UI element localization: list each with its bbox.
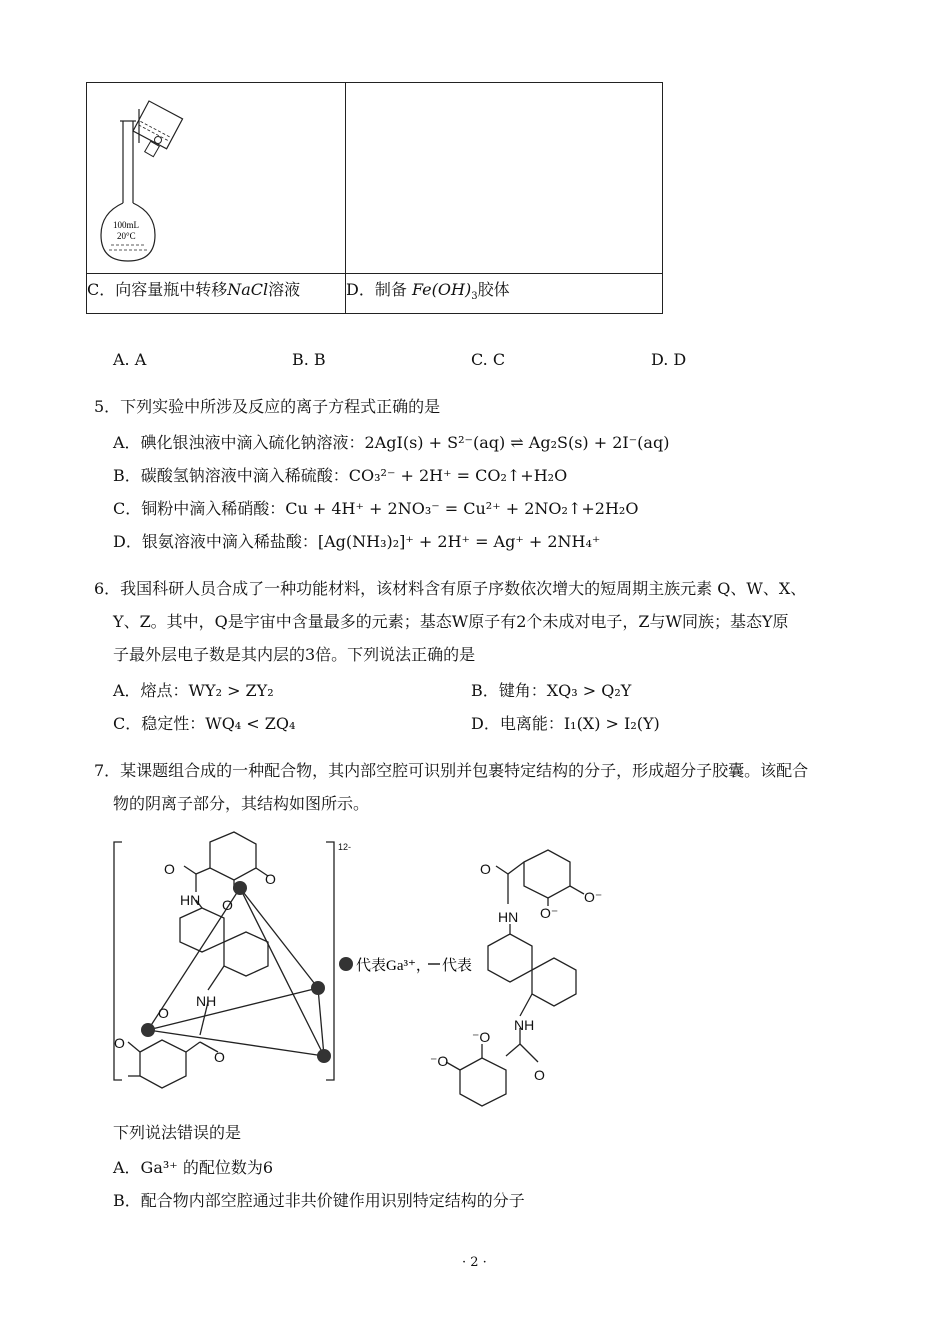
- q4-option-b[interactable]: B. B: [292, 350, 326, 369]
- q7-line-2: 物的阴离子部分，其结构如图所示。: [113, 794, 370, 813]
- ga-ion-icon: [317, 1049, 331, 1063]
- legend-line-text: 代表: [442, 958, 473, 974]
- atom-o: O: [222, 897, 233, 913]
- q7-option-b[interactable]: B．配合物内部空腔通过非共价键作用识别特定结构的分子: [113, 1191, 525, 1210]
- q6-line-1: 6．我国科研人员合成了一种功能材料，该材料含有原子序数依次增大的短周期主族元素 Q、W、X、: [94, 579, 807, 598]
- ga-ion-icon: [233, 881, 247, 895]
- q6-line-3: 子最外层电子数是其内层的3倍。下列说法正确的是: [113, 645, 476, 664]
- q7-line-1: 7．某课题组合成的一种配合物，其内部空腔可识别并包裹特定结构的分子，形成超分子胶囊。该配合: [94, 761, 809, 780]
- q5-option-d[interactable]: D．银氨溶液中滴入稀盐酸：[Ag(NH₃)₂]⁺ + 2H⁺ = Ag⁺ + 2NH₄⁺: [113, 532, 601, 551]
- page-number: · 2 ·: [462, 1255, 487, 1270]
- cell-d-prefix: D．制备: [346, 280, 407, 299]
- cell-c-prefix: C．向容量瓶中转移: [87, 280, 228, 299]
- atom-o-minus: O⁻: [540, 905, 559, 921]
- q6-option-d[interactable]: D．电离能：I₁(X) > I₂(Y): [471, 714, 660, 733]
- atom-hn: HN: [498, 909, 519, 925]
- q4-option-a[interactable]: A. A: [113, 350, 147, 369]
- cell-d-sub: 3: [471, 291, 478, 303]
- cell-c-suffix: 溶液: [268, 280, 301, 299]
- cell-d-suffix: 胶体: [477, 280, 510, 299]
- atom-o: O: [114, 1035, 125, 1051]
- ga-ion-icon: [311, 981, 325, 995]
- cell-c-formula: NaCl: [227, 280, 269, 299]
- q5-option-a[interactable]: A．碘化银浊液中滴入硫化钠溶液：2AgI(s) + S²⁻(aq) ⇌ Ag₂S(s) + 2I⁻(aq): [113, 433, 670, 452]
- ga-ion-icon: [141, 1023, 155, 1037]
- atom-o-minus: ⁻O: [430, 1053, 449, 1069]
- q5-option-b[interactable]: B．碳酸氢钠溶液中滴入稀硫酸：CO₃²⁻ + 2H⁺ = CO₂↑+H₂O: [113, 466, 568, 485]
- q6-option-c[interactable]: C．稳定性：WQ₄ < ZQ₄: [113, 714, 296, 733]
- legend-ball-text: 代表Ga³⁺，: [356, 958, 431, 974]
- q7-question: 下列说法错误的是: [113, 1123, 242, 1142]
- atom-o-minus: ⁻O: [472, 1029, 491, 1045]
- atom-o: O: [214, 1049, 225, 1065]
- legend-ball-icon: [339, 957, 353, 971]
- cell-c-figure: [87, 83, 346, 274]
- atom-o-minus: O⁻: [584, 889, 603, 905]
- q5-option-c[interactable]: C．铜粉中滴入稀硝酸：Cu + 4H⁺ + 2NO₃⁻ = Cu²⁺ + 2NO₂↑+2H₂O: [113, 499, 639, 518]
- atom-o: O: [158, 1005, 169, 1021]
- atom-nh: NH: [514, 1017, 535, 1033]
- q4-options-table: [86, 82, 663, 314]
- cell-d-formula: Fe(OH): [411, 280, 472, 299]
- q6-option-a[interactable]: A．熔点：WY₂ > ZY₂: [113, 681, 274, 700]
- cell-c-caption: [87, 274, 346, 314]
- q6-option-b[interactable]: B．键角：XQ₃ > Q₂Y: [471, 681, 632, 700]
- q7-option-a[interactable]: A．Ga³⁺ 的配位数为6: [113, 1158, 274, 1177]
- q5-stem: 5．下列实验中所涉及反应的离子方程式正确的是: [94, 397, 441, 416]
- flask-label-volume: 100mL: [113, 220, 139, 230]
- cell-d-figure: [346, 83, 663, 274]
- cell-d-caption: [346, 274, 663, 314]
- atom-hn: HN: [180, 892, 201, 908]
- atom-nh: NH: [196, 993, 217, 1009]
- atom-o: O: [534, 1067, 545, 1083]
- volumetric-flask-icon: [87, 83, 345, 269]
- q4-option-c[interactable]: C. C: [471, 350, 506, 369]
- q4-option-d[interactable]: D. D: [651, 350, 687, 369]
- atom-o: O: [265, 871, 276, 887]
- q6-line-2: Y、Z。其中，Q是宇宙中含量最多的元素；基态W原子有2个未成对电子，Z与W同族；基态Y原: [113, 612, 789, 631]
- complex-structure-figure: [100, 830, 620, 1115]
- atom-o: O: [164, 861, 175, 877]
- charge-label: 12-: [338, 842, 352, 852]
- atom-o: O: [480, 861, 491, 877]
- flask-label-temp: 20°C: [117, 231, 136, 241]
